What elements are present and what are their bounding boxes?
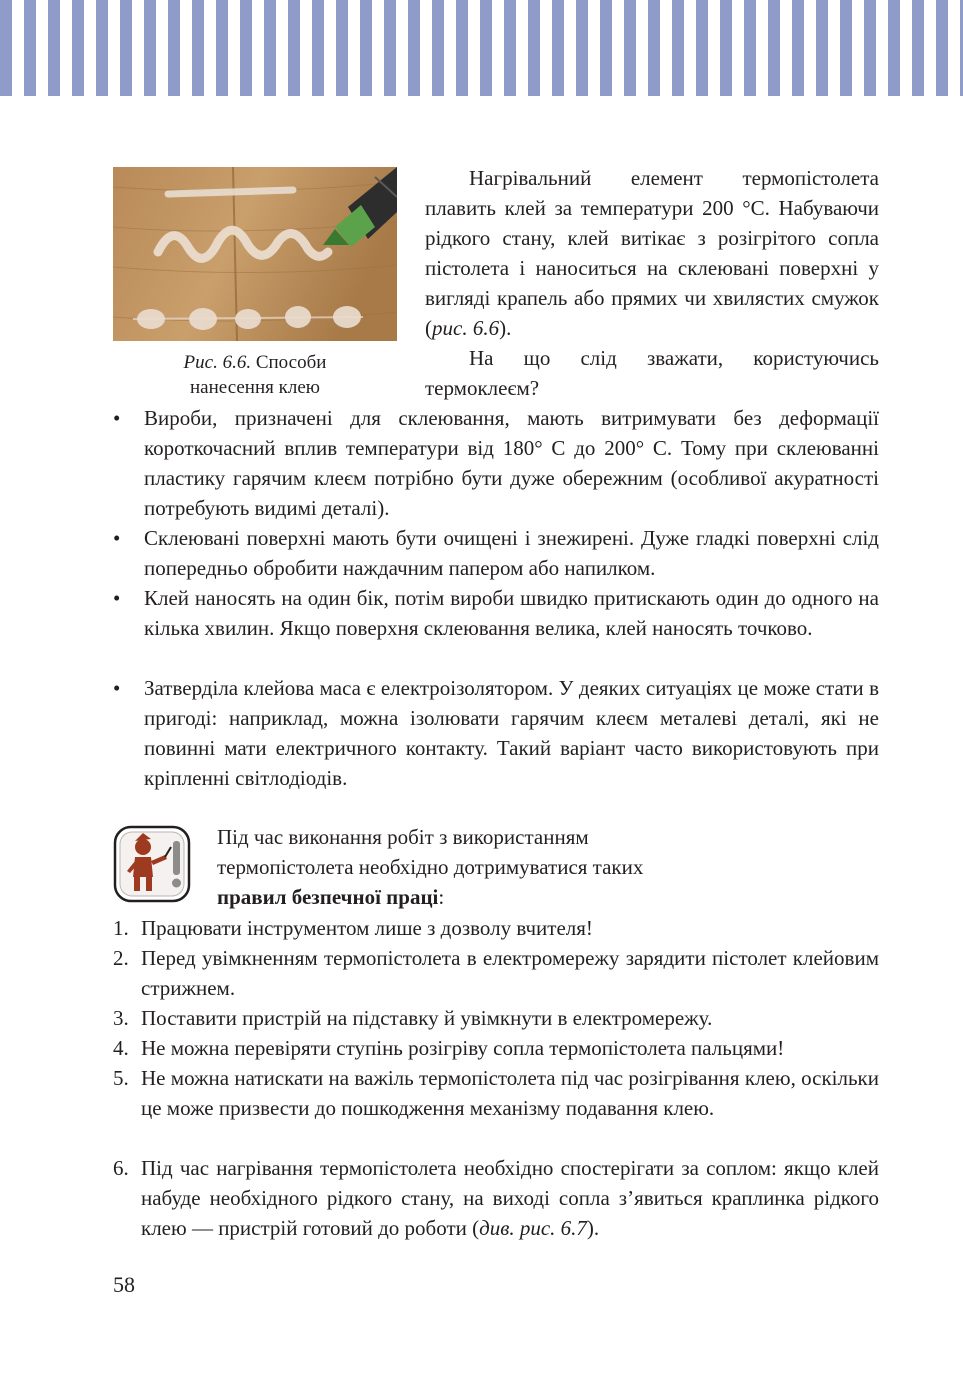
intro-paragraph xyxy=(425,163,879,343)
figure-label: Рис. 6.6. xyxy=(183,352,252,373)
rule-number: 4. xyxy=(113,1036,129,1060)
glue-application-photo xyxy=(113,167,397,341)
rule-text: Не можна натискати на важіль термопістолета під час розігрівання клею, оскільки це може призвести до пошкодження механізму подавання клею. xyxy=(141,1066,879,1120)
rule-item-4 xyxy=(113,1033,879,1063)
bullet-marker: • xyxy=(113,676,121,700)
figure-caption xyxy=(113,350,397,400)
safety-line-2: термопістолета необхідно дотримуватися таких xyxy=(217,855,644,879)
rule-number: 5. xyxy=(113,1066,129,1090)
rule-text: Не можна перевіряти ступінь розігріву сопла термопістолета пальцями! xyxy=(141,1036,785,1060)
bullet-marker: • xyxy=(113,526,121,550)
rule-number: 3. xyxy=(113,1006,129,1030)
bullet-text: Затверділа клейова маса є електроізолятором. У деяких ситуаціях це може стати в пригоді: наприклад, можна ізолювати гарячим клеєм металеві деталі, які не повинні мати електричного контакту. Такий варіант часто використовують при кріпленні світлодіодів. xyxy=(144,676,879,790)
rule-item-5 xyxy=(113,1063,879,1123)
rule-text-end: ). xyxy=(586,1216,600,1240)
rule-number: 1. xyxy=(113,916,129,940)
bullet-marker: • xyxy=(113,586,121,610)
intro-end: ). xyxy=(499,316,512,340)
rule-item-6 xyxy=(113,1153,879,1243)
rule-text-main: Під час нагрівання термопістолета необхідно спостерігати за соплом: якщо клей набуде необхідного рідкого стану, на виході сопла з’явиться краплинка рідкого клею — пристрій готовий до роботи ( xyxy=(141,1156,879,1240)
safety-line-3-end: : xyxy=(438,885,445,909)
bullet-item-1 xyxy=(113,403,879,523)
rule-item-2 xyxy=(113,943,879,1003)
question-paragraph: На що слід зважати, користуючись термоклеєм? xyxy=(425,346,879,400)
safety-line-1: Під час виконання робіт з використанням xyxy=(217,825,589,849)
figure-reference: див. рис. 6.7 xyxy=(479,1216,587,1240)
header-stripes xyxy=(0,0,963,96)
safety-intro xyxy=(217,822,777,912)
bullet-text: Склеювані поверхні мають бути очищені і знежирені. Дуже гладкі поверхні слід попередньо обробити наждачним папером або напилком. xyxy=(144,526,879,580)
rule-text: Перед увімкненням термопістолета в електромережу зарядити пістолет клейовим стрижнем. xyxy=(141,946,879,1000)
intro-text: Нагрівальний елемент термопістолета плавить клей за температури 200 °С. Набуваючи рідкого стану, клей витікає з розігрітого сопла пістолета і наноситься на склеювані поверхні у вигляді крапель або прямих чи хвилястих смужок ( xyxy=(425,166,879,340)
safety-warning-icon xyxy=(113,825,191,903)
bullet-item-4 xyxy=(113,673,879,793)
rule-item-3 xyxy=(113,1003,879,1033)
bullet-text: Вироби, призначені для склеювання, мають витримувати без деформації короткочасний вплив температури від 180° С до 200° С. Тому при склеюванні пластику гарячим клеєм потрібно бути дуже обережним (особливої акуратності потребують видимі деталі). xyxy=(144,406,879,520)
rule-item-1 xyxy=(113,913,879,943)
rule-text: Працювати інструментом лише з дозволу вчителя! xyxy=(141,916,593,940)
rule-number: 6. xyxy=(113,1156,129,1180)
bullet-text: Клей наносять на один бік, потім вироби швидко притискають один до одного на кілька хвилин. Якщо поверхня склеювання велика, клей наносять точково. xyxy=(144,586,879,640)
safety-rules-heading: правил безпечної праці xyxy=(217,885,439,909)
bullet-item-3 xyxy=(113,583,879,643)
figure-reference: рис. 6.6 xyxy=(432,316,500,340)
figure-caption-line2: нанесення клею xyxy=(190,377,320,398)
page-number: 58 xyxy=(113,1272,135,1297)
rule-text: Поставити пристрій на підставку й увімкнути в електромережу. xyxy=(141,1006,713,1030)
rule-text xyxy=(141,1153,879,1243)
rule-number: 2. xyxy=(113,946,129,970)
figure-caption-line1: Способи xyxy=(255,352,327,373)
bullet-item-2 xyxy=(113,523,879,583)
bullet-marker: • xyxy=(113,406,121,430)
